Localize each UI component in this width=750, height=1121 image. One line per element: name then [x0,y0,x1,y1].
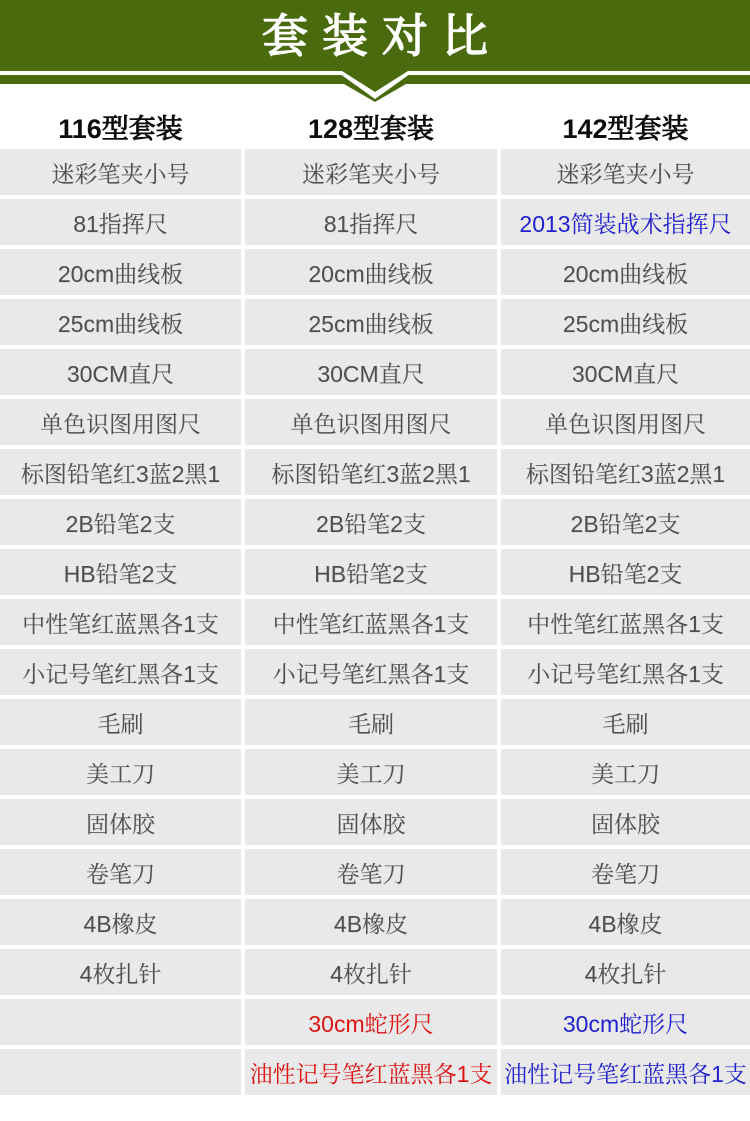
table-cell: 4枚扎针 [0,949,241,995]
table-cell: 卷笔刀 [501,849,750,895]
table-cell: HB铅笔2支 [501,549,750,595]
table-cell: 标图铅笔红3蓝2黑1 [0,449,241,495]
table-cell: 单色识图用图尺 [245,399,497,445]
table-cell: HB铅笔2支 [245,549,497,595]
table-cell [0,999,241,1045]
table-cell [0,1049,241,1095]
table-cell: 毛刷 [245,699,497,745]
table-cell: 4B橡皮 [245,899,497,945]
table-cell: 4B橡皮 [0,899,241,945]
table-cell: 30CM直尺 [245,349,497,395]
column-header-row [0,104,750,149]
table-cell: HB铅笔2支 [0,549,241,595]
table-cell: 迷彩笔夹小号 [501,149,750,195]
table-cell: 30CM直尺 [501,349,750,395]
table-cell: 迷彩笔夹小号 [0,149,241,195]
table-cell: 4枚扎针 [245,949,497,995]
table-cell: 毛刷 [0,699,241,745]
table-cell: 4B橡皮 [501,899,750,945]
table-cell: 固体胶 [501,799,750,845]
table-cell: 美工刀 [501,749,750,795]
table-cell: 2B铅笔2支 [245,499,497,545]
table-cell: 2013简装战术指挥尺 [501,199,750,245]
down-arrow-divider [0,71,750,104]
table-cell: 美工刀 [0,749,241,795]
table-cell: 油性记号笔红蓝黑各1支 [501,1049,750,1095]
table-cell: 4枚扎针 [501,949,750,995]
column-header-1: 128型套装 [307,114,435,144]
table-cell: 油性记号笔红蓝黑各1支 [245,1049,497,1095]
page-title: 套装对比 [262,9,502,62]
table-cell: 卷笔刀 [0,849,241,895]
table-cell: 迷彩笔夹小号 [245,149,497,195]
table-cell: 单色识图用图尺 [0,399,241,445]
table-cell: 卷笔刀 [245,849,497,895]
table-cell: 毛刷 [501,699,750,745]
table-cell: 2B铅笔2支 [0,499,241,545]
table-cell: 小记号笔红黑各1支 [501,649,750,695]
table-cell: 30CM直尺 [0,349,241,395]
table-cell: 小记号笔红黑各1支 [245,649,497,695]
table-cell: 81指挥尺 [0,199,241,245]
table-cell: 固体胶 [0,799,241,845]
table-cell: 20cm曲线板 [0,249,241,295]
comparison-table [0,149,750,1095]
table-cell: 30cm蛇形尺 [501,999,750,1045]
table-cell: 25cm曲线板 [0,299,241,345]
column-header-0: 116型套装 [58,114,183,144]
table-cell: 20cm曲线板 [501,249,750,295]
table-cell: 固体胶 [245,799,497,845]
table-cell: 单色识图用图尺 [501,399,750,445]
table-cell: 标图铅笔红3蓝2黑1 [245,449,497,495]
table-cell: 小记号笔红黑各1支 [0,649,241,695]
table-cell: 美工刀 [245,749,497,795]
table-cell: 25cm曲线板 [245,299,497,345]
table-cell: 标图铅笔红3蓝2黑1 [501,449,750,495]
table-cell: 20cm曲线板 [245,249,497,295]
table-cell: 25cm曲线板 [501,299,750,345]
table-cell: 中性笔红蓝黑各1支 [0,599,241,645]
table-cell: 中性笔红蓝黑各1支 [501,599,750,645]
table-cell: 2B铅笔2支 [501,499,750,545]
title-banner [0,0,750,71]
column-header-2: 142型套装 [562,114,689,144]
table-cell: 81指挥尺 [245,199,497,245]
table-cell: 30cm蛇形尺 [245,999,497,1045]
table-cell: 中性笔红蓝黑各1支 [245,599,497,645]
